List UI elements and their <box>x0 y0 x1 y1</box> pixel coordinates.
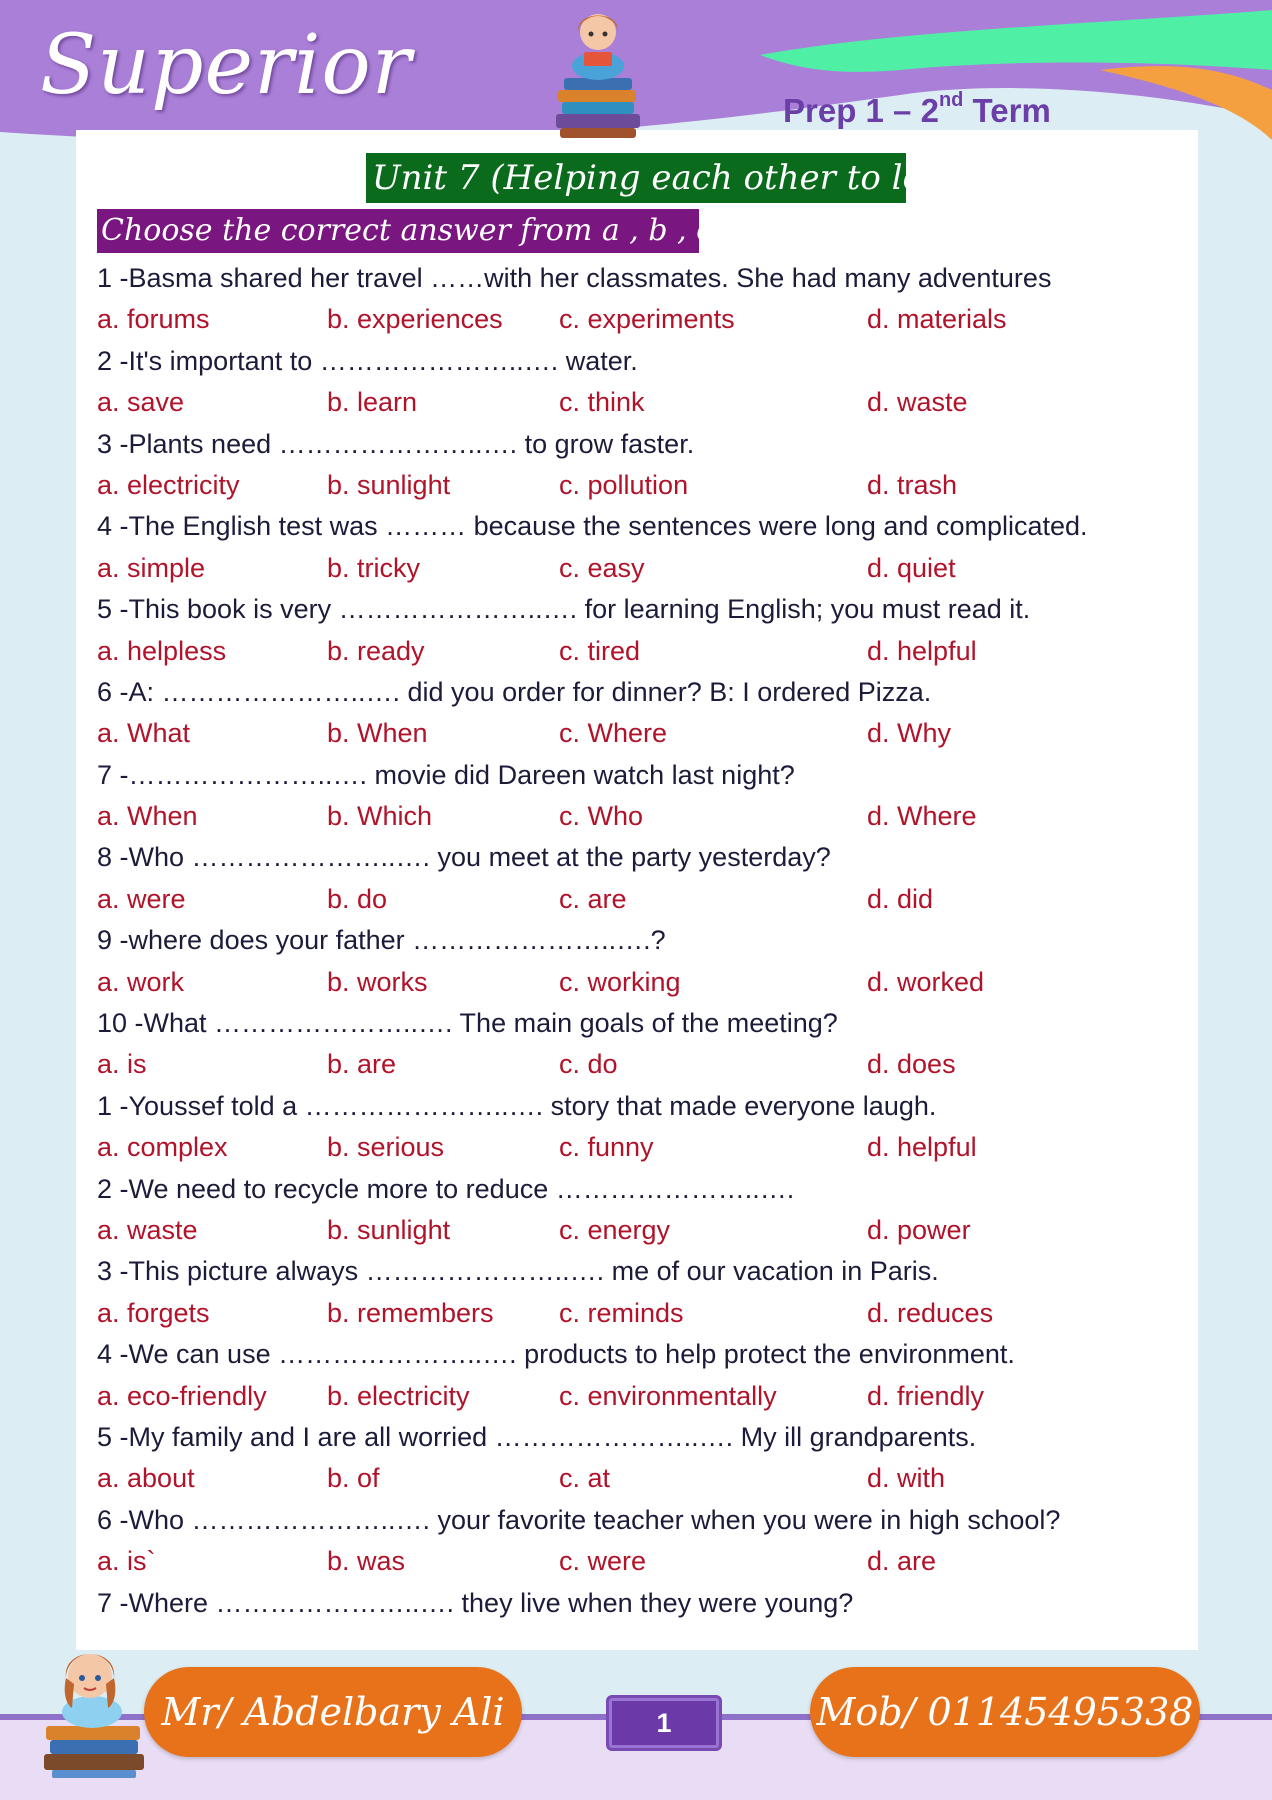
option-c[interactable]: c. energy <box>559 1214 671 1245</box>
option-b[interactable]: b. serious <box>327 1132 445 1163</box>
options-row <box>97 1458 1197 1499</box>
option-d[interactable]: d. are <box>867 1546 937 1577</box>
question-text: 5 -This book is very …………………..…. for learning English; you must read it. <box>97 594 1031 625</box>
option-c[interactable]: c. Where <box>559 718 668 749</box>
option-d[interactable]: d. worked <box>867 966 985 997</box>
question-text: 2 -It's important to …………………..…. water. <box>97 345 638 376</box>
option-b[interactable]: b. tricky <box>327 552 421 583</box>
question-text: 1 -Youssef told a …………………..…. story that made everyone laugh. <box>97 1090 937 1121</box>
option-d[interactable]: d. trash <box>867 469 958 500</box>
options-row <box>97 465 1197 506</box>
option-a[interactable]: a. simple <box>97 552 206 583</box>
options-row <box>97 1210 1197 1251</box>
options-row <box>97 1044 1197 1085</box>
option-b[interactable]: b. ready <box>327 635 425 666</box>
girl-reading-illustration <box>548 2 648 140</box>
option-d[interactable]: d. did <box>867 883 934 914</box>
option-a[interactable]: a. forgets <box>97 1297 210 1328</box>
option-c[interactable]: c. think <box>559 387 645 418</box>
teacher-name-badge: Mr/ Abdelbary Ali <box>144 1667 522 1757</box>
mobile-number-badge: Mob/ 01145495338 <box>810 1667 1200 1757</box>
option-d[interactable]: d. power <box>867 1214 971 1245</box>
options-row <box>97 631 1197 672</box>
option-c[interactable]: c. pollution <box>559 469 689 500</box>
option-c[interactable]: c. easy <box>559 552 645 583</box>
question-text: 10 -What …………………..…. The main goals of the meeting? <box>97 1008 838 1039</box>
option-d[interactable]: d. Why <box>867 718 952 749</box>
unit-title: Unit 7 (Helping each other to learn) <box>366 153 906 203</box>
option-c[interactable]: c. do <box>559 1049 618 1080</box>
option-d[interactable]: d. helpful <box>867 635 977 666</box>
option-b[interactable]: b. When <box>327 718 428 749</box>
instruction-banner: Choose the correct answer from a , b , c , or d <box>97 209 699 253</box>
option-b[interactable]: b. sunlight <box>327 1214 451 1245</box>
options-row <box>97 1541 1197 1582</box>
option-b[interactable]: b. experiences <box>327 304 503 335</box>
question-text: 8 -Who …………………..…. you meet at the party yesterday? <box>97 842 831 873</box>
option-d[interactable]: d. friendly <box>867 1380 985 1411</box>
options-row <box>97 382 1197 423</box>
option-b[interactable]: b. of <box>327 1463 380 1494</box>
options-row <box>97 1293 1197 1334</box>
option-b[interactable]: b. electricity <box>327 1380 470 1411</box>
option-b[interactable]: b. Which <box>327 801 433 832</box>
option-b[interactable]: b. sunlight <box>327 469 451 500</box>
options-row <box>97 713 1197 754</box>
option-c[interactable]: c. reminds <box>559 1297 684 1328</box>
option-a[interactable]: a. work <box>97 966 185 997</box>
option-a[interactable]: a. about <box>97 1463 195 1494</box>
question-text: 3 -Plants need …………………..…. to grow faster. <box>97 428 695 459</box>
question-list <box>97 258 1197 1624</box>
option-a[interactable]: a. were <box>97 883 186 914</box>
option-c[interactable]: c. working <box>559 966 681 997</box>
option-a[interactable]: a. waste <box>97 1214 198 1245</box>
option-c[interactable]: c. are <box>559 883 627 914</box>
question-text: 6 -Who …………………..…. your favorite teacher when you were in high school? <box>97 1504 1061 1535</box>
options-row <box>97 1376 1197 1417</box>
option-a[interactable]: a. is <box>97 1049 147 1080</box>
option-c[interactable]: c. tired <box>559 635 641 666</box>
option-b[interactable]: b. are <box>327 1049 397 1080</box>
option-a[interactable]: a. complex <box>97 1132 228 1163</box>
option-d[interactable]: d. reduces <box>867 1297 994 1328</box>
option-c[interactable]: c. environmentally <box>559 1380 777 1411</box>
option-d[interactable]: d. materials <box>867 304 1007 335</box>
options-row <box>97 1127 1197 1168</box>
question-text: 9 -where does your father …………………..….? <box>97 925 666 956</box>
options-row <box>97 879 1197 920</box>
question-text: 6 -A: …………………..…. did you order for dinner? B: I ordered Pizza. <box>97 676 932 707</box>
options-row <box>97 962 1197 1003</box>
option-a[interactable]: a. save <box>97 387 185 418</box>
option-b[interactable]: b. works <box>327 966 428 997</box>
brand-logo: Superior <box>40 18 412 113</box>
options-row <box>97 796 1197 837</box>
option-d[interactable]: d. quiet <box>867 552 956 583</box>
option-c[interactable]: c. Who <box>559 801 644 832</box>
option-d[interactable]: d. waste <box>867 387 968 418</box>
option-c[interactable]: c. at <box>559 1463 611 1494</box>
option-c[interactable]: c. experiments <box>559 304 735 335</box>
option-d[interactable]: d. does <box>867 1049 956 1080</box>
question-text: 4 -The English test was ……… because the sentences were long and complicated. <box>97 511 1088 542</box>
options-row <box>97 299 1197 340</box>
question-text: 7 -Where …………………..…. they live when they were young? <box>97 1587 854 1618</box>
girl-books-footer-illustration <box>34 1636 154 1780</box>
options-row <box>97 548 1197 589</box>
option-d[interactable]: d. with <box>867 1463 946 1494</box>
option-a[interactable]: a. electricity <box>97 469 240 500</box>
option-a[interactable]: a. helpless <box>97 635 227 666</box>
option-a[interactable]: a. What <box>97 718 191 749</box>
question-text: 7 -…………………..…. movie did Dareen watch last night? <box>97 759 795 790</box>
option-c[interactable]: c. funny <box>559 1132 654 1163</box>
option-a[interactable]: a. is` <box>97 1546 156 1577</box>
option-a[interactable]: a. When <box>97 801 198 832</box>
option-b[interactable]: b. remembers <box>327 1297 494 1328</box>
option-b[interactable]: b. was <box>327 1546 406 1577</box>
question-text: 5 -My family and I are all worried …………………..…. My ill grandparents. <box>97 1421 977 1452</box>
question-text: 2 -We need to recycle more to reduce …………………..…. <box>97 1173 795 1204</box>
question-text: 3 -This picture always …………………..…. me of our vacation in Paris. <box>97 1256 939 1287</box>
question-text: 1 -Basma shared her travel ……with her classmates. She had many adventures <box>97 263 1052 293</box>
option-a[interactable]: a. forums <box>97 304 210 335</box>
option-d[interactable]: d. helpful <box>867 1132 977 1163</box>
option-d[interactable]: d. Where <box>867 801 977 832</box>
option-a[interactable]: a. eco-friendly <box>97 1380 267 1411</box>
term-label: Prep 1 – 2nd Term <box>783 89 1051 129</box>
option-b[interactable]: b. do <box>327 883 388 914</box>
page-number: 1 <box>606 1695 722 1751</box>
option-b[interactable]: b. learn <box>327 387 418 418</box>
question-text: 4 -We can use …………………..…. products to help protect the environment. <box>97 1339 1015 1370</box>
option-c[interactable]: c. were <box>559 1546 647 1577</box>
